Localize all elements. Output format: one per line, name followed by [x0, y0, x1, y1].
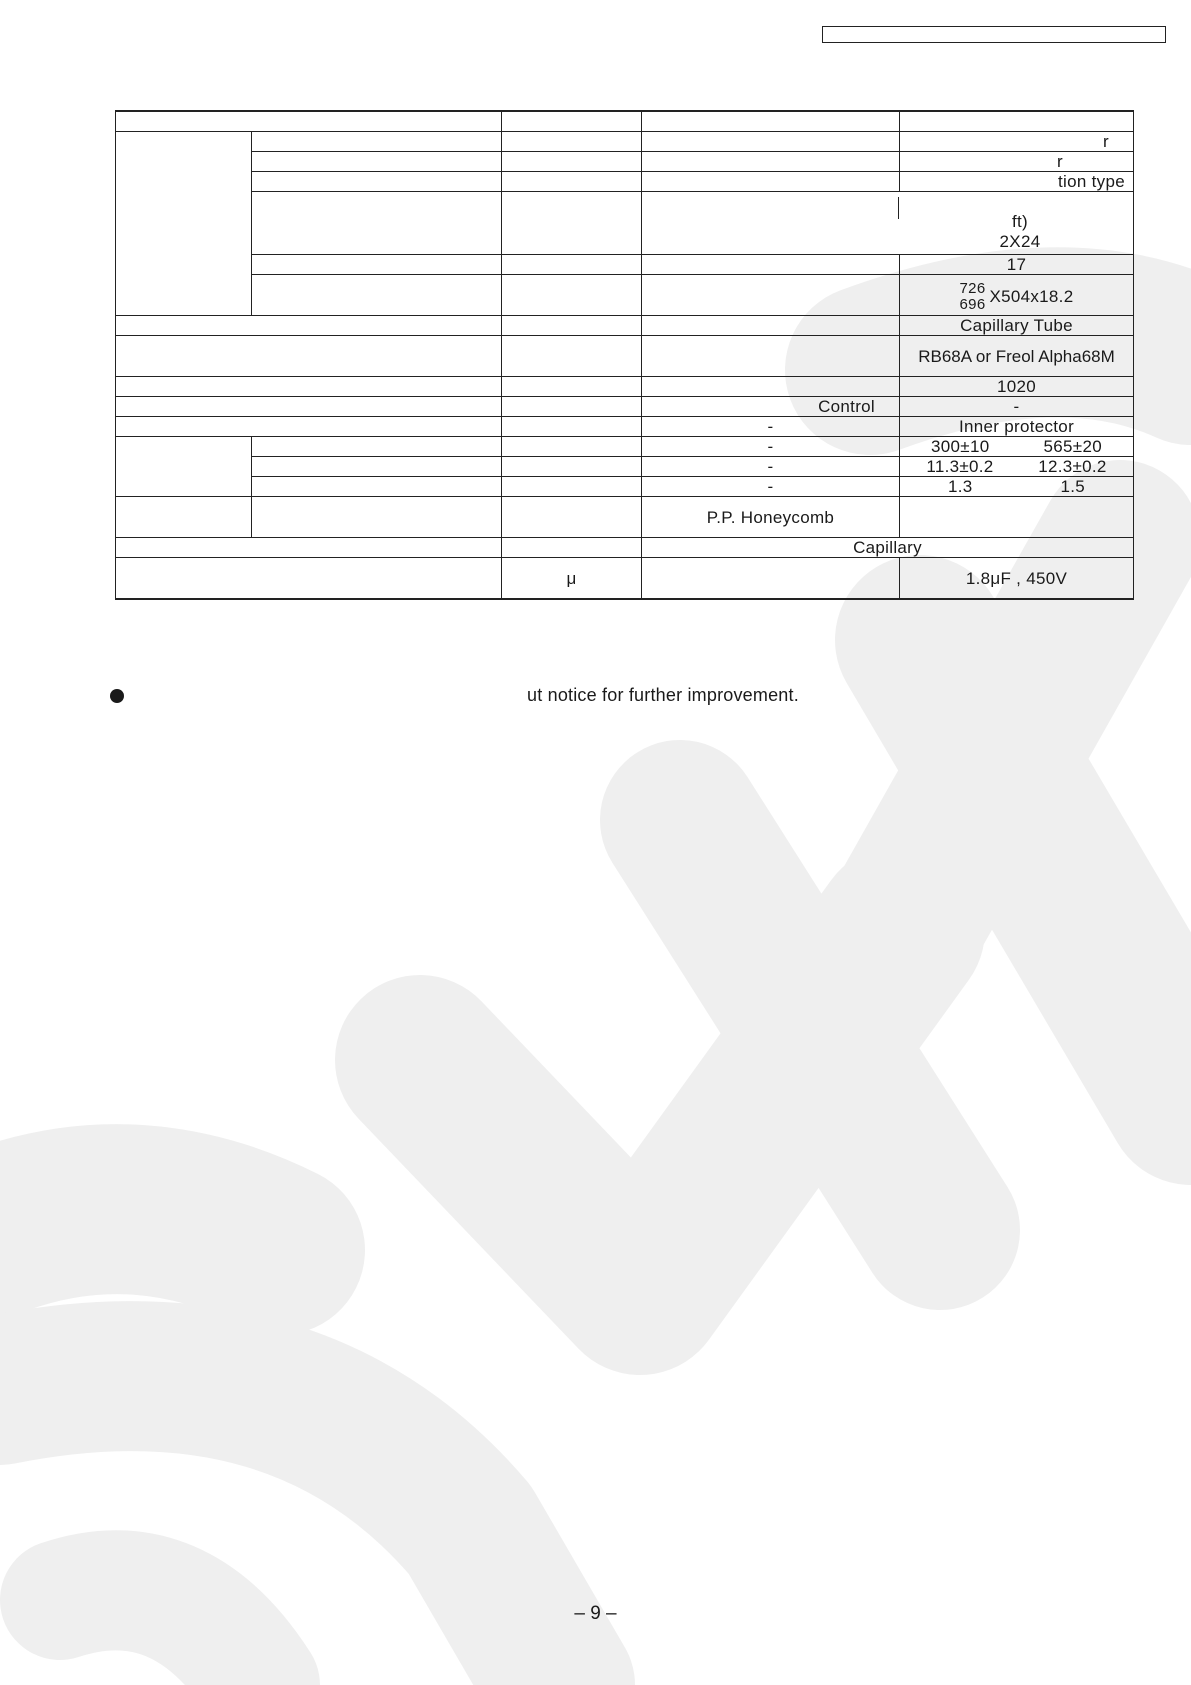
spec-value: Capillary Tube	[900, 316, 1134, 336]
header-model-box	[822, 26, 1166, 43]
specification-table	[115, 110, 1134, 600]
table-row	[116, 397, 1134, 417]
table-row	[116, 192, 1134, 255]
table-row	[116, 152, 1134, 172]
table-row	[116, 538, 1134, 558]
spec-value: 1.8μF , 450V	[900, 558, 1134, 600]
dimension-bottom: 696	[959, 295, 986, 313]
dimension-value	[900, 275, 1134, 316]
table-header-row	[116, 111, 1134, 132]
table-row	[116, 497, 1134, 538]
table-row	[116, 316, 1134, 336]
spec-value-pair	[900, 457, 1134, 477]
spec-value-a: 300±10	[931, 437, 990, 456]
spec-value: -	[900, 397, 1134, 417]
spec-value: tion type	[900, 172, 1134, 192]
footnote-text: ut notice for further improvement.	[527, 685, 799, 705]
spec-value-merged	[642, 192, 1134, 255]
spec-value: Control	[642, 397, 900, 417]
table-row	[116, 336, 1134, 377]
spec-value-pair	[900, 437, 1134, 457]
table-row	[116, 558, 1134, 600]
spec-value: P.P. Honeycomb	[642, 497, 900, 538]
table-row	[116, 417, 1134, 437]
spec-value: RB68A or Freol Alpha68M	[900, 336, 1134, 377]
dimension-rest: X504x18.2	[989, 287, 1074, 306]
table-row	[116, 477, 1134, 497]
spec-value-a: 1.3	[947, 477, 973, 496]
spec-value-b: 565±20	[1043, 437, 1102, 456]
spec-value: Inner protector	[900, 417, 1134, 437]
spec-value-b: 12.3±0.2	[1038, 457, 1107, 476]
bullet-icon	[110, 689, 124, 703]
spec-value: -	[642, 417, 900, 437]
spec-value: -	[642, 437, 900, 457]
table-row	[116, 437, 1134, 457]
table-row	[116, 132, 1134, 152]
spec-value-b: 1.5	[1060, 477, 1086, 496]
spec-value-merged: Capillary	[642, 538, 1134, 558]
page-number: – 9 –	[574, 1603, 617, 1624]
spec-value: 17	[900, 255, 1134, 275]
spec-value-pair	[900, 477, 1134, 497]
spec-value: 1020	[900, 377, 1134, 397]
spec-value-a: 11.3±0.2	[926, 457, 994, 476]
table-row	[116, 275, 1134, 316]
spec-value-line-2: 2X24	[999, 232, 1041, 251]
spec-value: -	[642, 457, 900, 477]
unit-cell: μ	[502, 558, 642, 600]
spec-value: -	[642, 477, 900, 497]
table-row	[116, 457, 1134, 477]
table-row	[116, 377, 1134, 397]
dimension-top: 726	[959, 279, 986, 297]
table-row	[116, 255, 1134, 275]
cell-divider-mark	[898, 197, 899, 219]
spec-value: r	[900, 132, 1134, 152]
spec-value: r	[900, 152, 1134, 172]
spec-value-line-1: ft)	[1011, 212, 1028, 231]
table-row	[116, 172, 1134, 192]
